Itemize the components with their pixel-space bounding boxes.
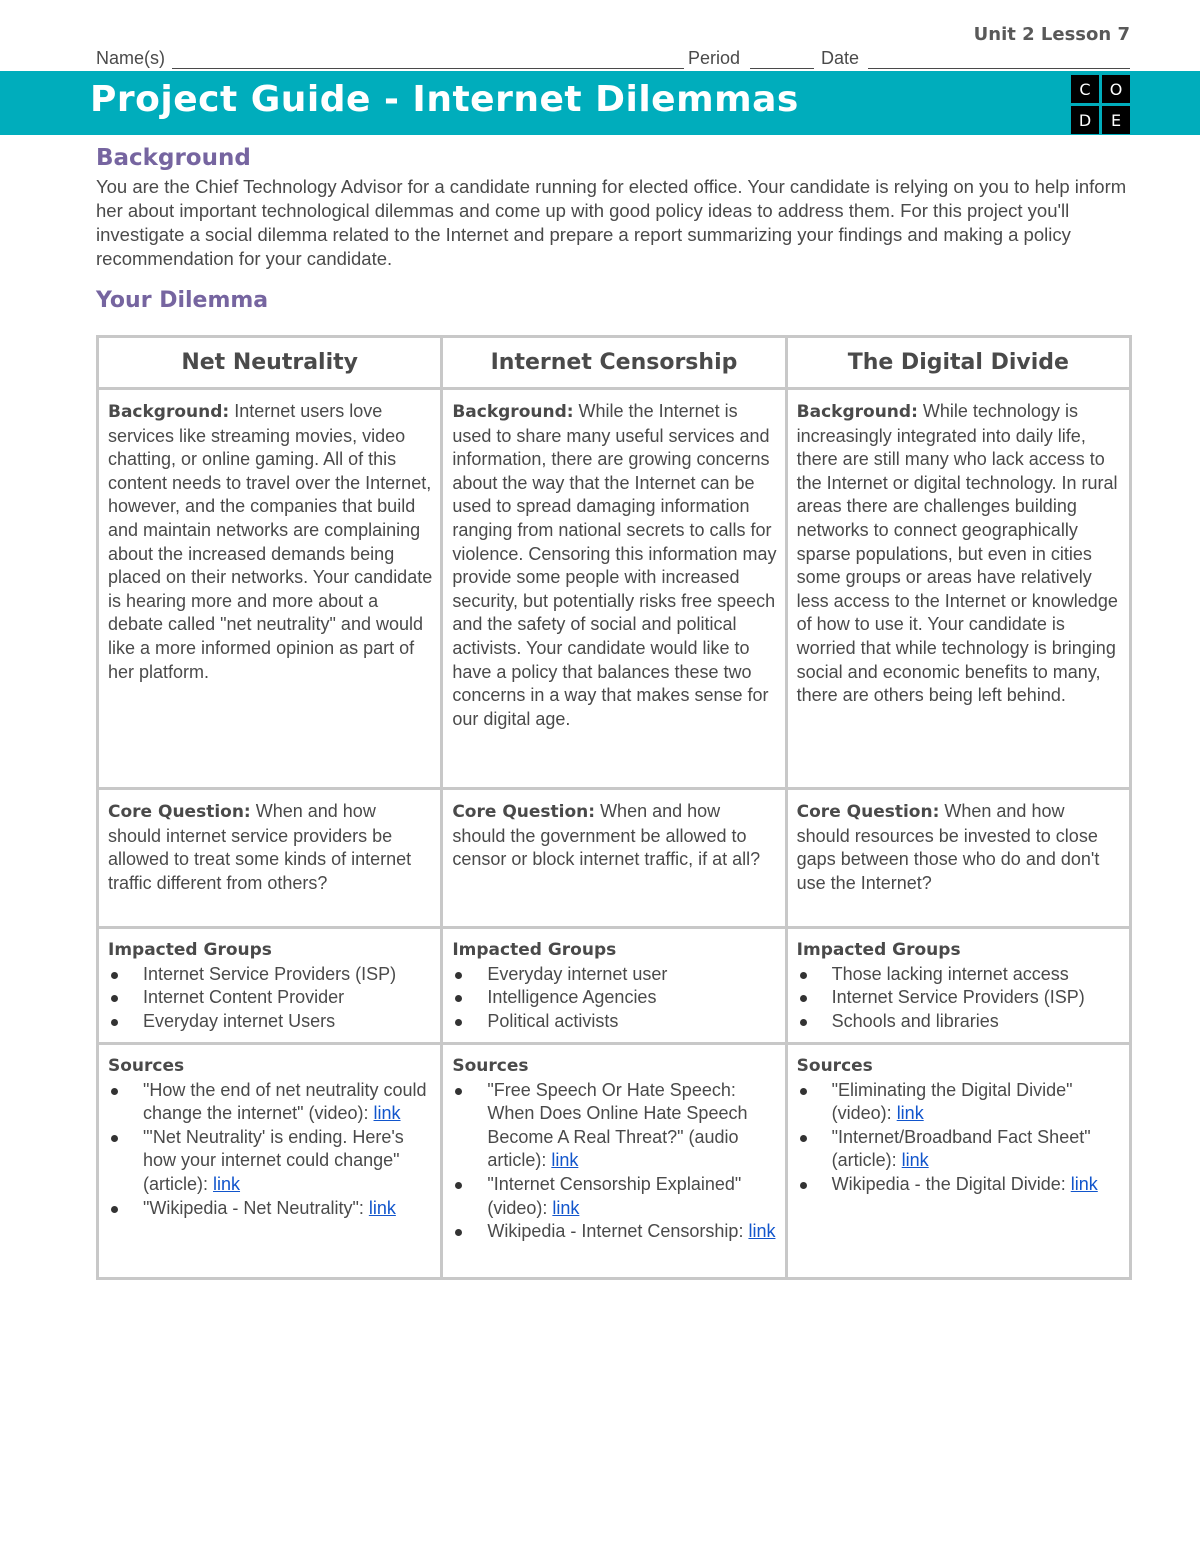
- source-text: "Eliminating the Digital Divide" (video):: [831, 1079, 1073, 1124]
- logo-letter: E: [1102, 106, 1130, 134]
- background-cell: [98, 389, 442, 789]
- source-item: [108, 1197, 432, 1221]
- source-item: [452, 1173, 776, 1220]
- impacted-groups-label: Impacted Groups: [796, 940, 961, 960]
- column-title: Internet Censorship: [442, 337, 786, 389]
- source-link[interactable]: link: [748, 1221, 776, 1242]
- impacted-groups-list: [108, 963, 432, 1034]
- background-text: While technology is increasingly integrated into daily life, there are still many who lack access to the Internet or digital technology. In rural areas there are challenges building networks to connect geographically sparse populations, but even in cities some groups or areas have relatively less access to the Internet or knowledge of how to use it. Your candidate is worried that while technology is bringing social and economic benefits to many, there are others being left behind.: [796, 401, 1118, 706]
- logo-letter: D: [1071, 106, 1099, 134]
- background-label: Background:: [796, 402, 918, 422]
- list-item: Internet Service Providers (ISP): [797, 986, 1121, 1010]
- core-question-label: Core Question:: [108, 802, 251, 822]
- sources-list: [452, 1079, 776, 1244]
- source-item: [452, 1220, 776, 1244]
- impacted-groups-list: [452, 963, 776, 1034]
- core-question-text: When and how should resources be invested to close gaps between those who do and don't use the Internet?: [796, 801, 1100, 893]
- core-question-row: [98, 789, 1131, 928]
- source-text: Wikipedia - the Digital Divide:: [831, 1173, 1071, 1194]
- source-text: "How the end of net neutrality could change the internet" (video):: [143, 1079, 427, 1124]
- sources-cell: [786, 1044, 1130, 1279]
- source-link[interactable]: link: [213, 1173, 241, 1194]
- table-header-row: [98, 337, 1131, 389]
- sources-label: Sources: [108, 1056, 185, 1076]
- core-question-cell: [786, 789, 1130, 928]
- sources-label: Sources: [452, 1056, 529, 1076]
- source-text: Wikipedia - Internet Censorship:: [487, 1221, 749, 1242]
- list-item: Intelligence Agencies: [452, 986, 776, 1010]
- source-item: [108, 1126, 432, 1197]
- source-text: "Free Speech Or Hate Speech: When Does Online Hate Speech Become A Real Threat?" (audio article):: [487, 1079, 748, 1171]
- core-question-text: When and how should the government be allowed to censor or block internet traffic, if at all?: [452, 801, 761, 870]
- source-link[interactable]: link: [901, 1150, 929, 1171]
- your-dilemma-heading: Your Dilemma: [96, 288, 269, 313]
- core-question-cell: [98, 789, 442, 928]
- impacted-groups-cell: [98, 928, 442, 1044]
- name-field-line[interactable]: [172, 68, 684, 69]
- background-label: Background:: [108, 402, 230, 422]
- source-link[interactable]: link: [552, 1197, 580, 1218]
- sources-list: [108, 1079, 432, 1221]
- background-text: Internet users love services like streaming movies, video chatting, or online gaming. All of this content needs to travel over the Internet, however, and the companies that build and maintain networks are complaining about the increased demands being placed on their networks. Your candidate is hearing more and more about a debate called "net neutrality" and would like a more informed opinion as part of her platform.: [108, 401, 433, 682]
- source-link[interactable]: link: [896, 1103, 924, 1124]
- logo-letter: O: [1102, 75, 1130, 103]
- source-item: [797, 1079, 1121, 1126]
- unit-lesson-label: Unit 2 Lesson 7: [973, 24, 1130, 45]
- title-banner: [0, 71, 1200, 135]
- impacted-groups-label: Impacted Groups: [452, 940, 617, 960]
- list-item: Everyday internet user: [452, 963, 776, 987]
- list-item: Internet Service Providers (ISP): [108, 963, 432, 987]
- dilemma-table: [96, 335, 1132, 1280]
- date-field-line[interactable]: [868, 68, 1130, 69]
- list-item: Those lacking internet access: [797, 963, 1121, 987]
- background-heading: Background: [96, 145, 251, 171]
- core-question-text: When and how should internet service providers be allowed to treat some kinds of internet traffic different from others?: [108, 801, 412, 893]
- column-title: Net Neutrality: [98, 337, 442, 389]
- source-link[interactable]: link: [368, 1197, 396, 1218]
- source-text: "Wikipedia - Net Neutrality":: [143, 1197, 369, 1218]
- date-label: Date: [821, 48, 860, 68]
- impacted-groups-list: [797, 963, 1121, 1034]
- period-field-line[interactable]: [750, 68, 814, 69]
- code-logo: [1070, 74, 1132, 136]
- impacted-groups-label: Impacted Groups: [108, 940, 272, 960]
- list-item: Political activists: [452, 1010, 776, 1034]
- source-item: [108, 1079, 432, 1126]
- background-cell: [786, 389, 1130, 789]
- background-label: Background:: [452, 402, 574, 422]
- sources-cell: [98, 1044, 442, 1279]
- source-item: [797, 1126, 1121, 1173]
- background-paragraph: You are the Chief Technology Advisor for a candidate running for elected office. Your candidate is relying on you to help inform her about important technological dilemmas and come up with good policy ideas to address them. For this project you'll investigate a social dilemma related to the Internet and prepare a report summarizing your findings and making a policy recommendation for your candidate.: [96, 176, 1127, 269]
- list-item: Schools and libraries: [797, 1010, 1121, 1034]
- core-question-label: Core Question:: [452, 802, 596, 822]
- source-text: "Internet Censorship Explained" (video):: [487, 1173, 742, 1218]
- source-text: "'Net Neutrality' is ending. Here's how your internet could change" (article):: [143, 1126, 404, 1194]
- core-question-label: Core Question:: [796, 802, 940, 822]
- name-label: Name(s): [96, 48, 166, 68]
- source-item: [452, 1079, 776, 1173]
- impacted-groups-row: [98, 928, 1131, 1044]
- sources-label: Sources: [796, 1056, 873, 1076]
- background-row: [98, 389, 1131, 789]
- impacted-groups-cell: [442, 928, 786, 1044]
- background-text: While the Internet is used to share many useful services and information, there are growing concerns about the way that the Internet can be used to spread damaging information ranging from national secrets to calls for violence. Censoring this information may provide some people with increased security, but potentially risks free speech and the safety of social and political activists. Your candidate would like to have a policy that balances these two concerns in a way that makes sense for our digital age.: [452, 401, 777, 729]
- page-title: Project Guide - Internet Dilemmas: [90, 79, 799, 120]
- source-link[interactable]: link: [551, 1150, 579, 1171]
- background-cell: [442, 389, 786, 789]
- source-link[interactable]: link: [373, 1103, 401, 1124]
- source-text: "Internet/Broadband Fact Sheet" (article):: [831, 1126, 1091, 1171]
- period-label: Period: [688, 48, 741, 68]
- list-item: Everyday internet Users: [108, 1010, 432, 1034]
- logo-letter: C: [1071, 75, 1099, 103]
- list-item: Internet Content Provider: [108, 986, 432, 1010]
- column-title: The Digital Divide: [786, 337, 1130, 389]
- core-question-cell: [442, 789, 786, 928]
- name-period-date-row: [96, 48, 1130, 70]
- source-link[interactable]: link: [1070, 1173, 1098, 1194]
- sources-row: [98, 1044, 1131, 1279]
- sources-list: [797, 1079, 1121, 1197]
- impacted-groups-cell: [786, 928, 1130, 1044]
- source-item: [797, 1173, 1121, 1197]
- sources-cell: [442, 1044, 786, 1279]
